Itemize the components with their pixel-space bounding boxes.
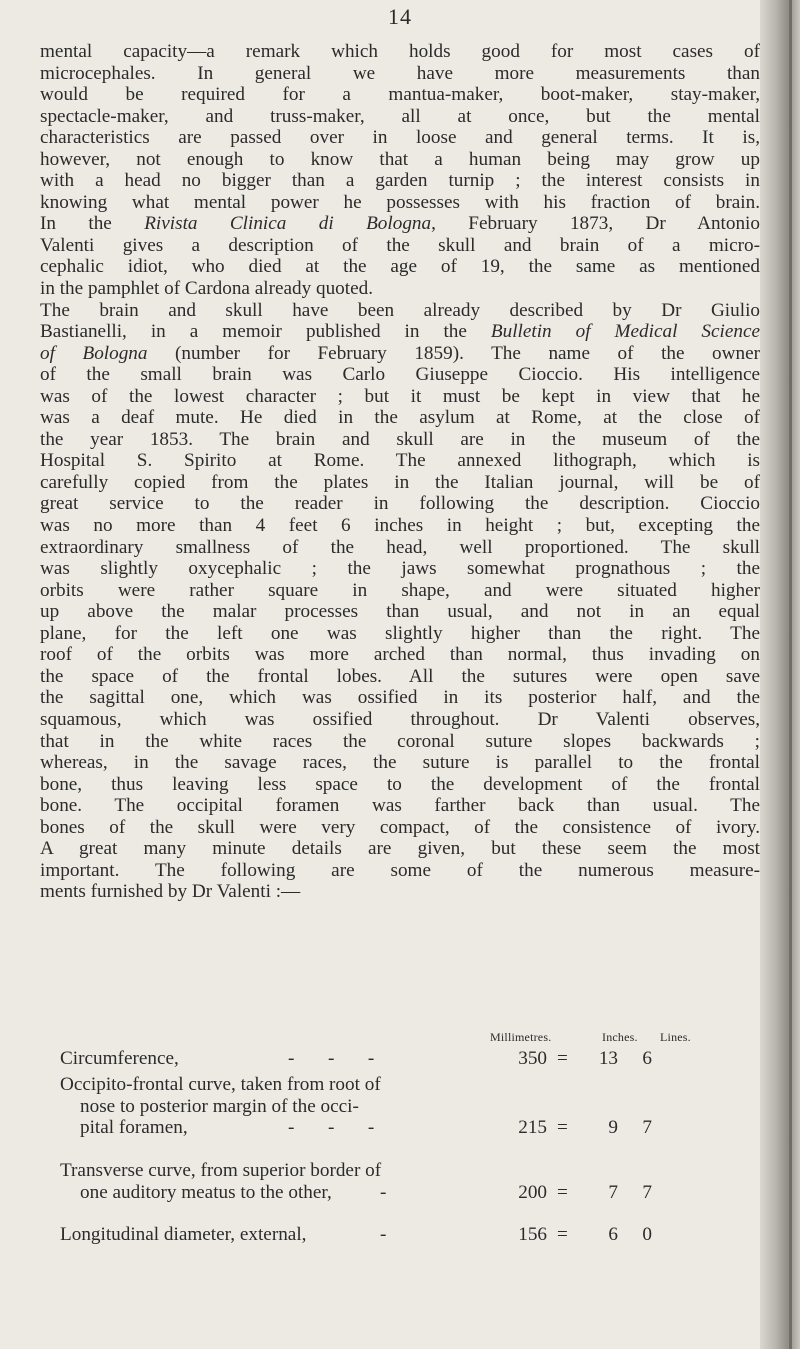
text-line: the year 1853. The brain and skull are in the museum of the — [40, 428, 760, 450]
leader-dashes: - - - — [288, 1048, 375, 1069]
header-inches: Inches. — [602, 1030, 638, 1044]
text-line: important. The following are some of the numerous measure- — [40, 859, 760, 881]
equals-sign: = — [557, 1181, 568, 1203]
text-line: of the small brain was Carlo Giuseppe Cioccio. His intelligence — [40, 364, 760, 386]
inches-value: 13 — [598, 1048, 618, 1069]
text-line: the sagittal one, which was ossified in its posterior half, and the — [40, 687, 760, 709]
equals-sign: = — [557, 1048, 568, 1069]
body-paragraph — [40, 41, 760, 903]
text-line: great service to the reader in following the description. Cioccio — [40, 493, 760, 515]
row-label: Longitudinal diameter, external, — [60, 1224, 307, 1245]
text-line: A great many minute details are given, but these seem the most — [40, 838, 760, 860]
millimetres-value: 156 — [518, 1224, 547, 1245]
text-line: knowing what mental power he possesses with his fraction of brain. — [40, 191, 760, 213]
text-line: in the pamphlet of Cardona already quoted. — [40, 278, 374, 300]
text-line: that in the white races the coronal suture slopes backwards ; — [40, 730, 760, 752]
lines-value: 6 — [642, 1048, 652, 1069]
text-line: however, not enough to know that a human being may grow up — [40, 148, 760, 170]
equals-sign: = — [557, 1224, 568, 1245]
text-line: In the Rivista Clinica di Bologna, February 1873, Dr Antonio — [40, 213, 760, 235]
text-line: bone. The occipital foramen was farther back than usual. The — [40, 795, 760, 817]
lines-value: 7 — [642, 1117, 652, 1138]
text-line: whereas, in the savage races, the suture is parallel to the frontal — [40, 752, 760, 774]
row-label: one auditory meatus to the other, — [80, 1181, 332, 1203]
spine-edge — [789, 0, 792, 1349]
text-line: was of the lowest character ; but it must be kept in view that he — [40, 385, 760, 407]
text-line: of Bologna (number for February 1859). The name of the owner — [40, 342, 761, 364]
text-line: bones of the skull were very compact, of the consistence of ivory. — [40, 816, 760, 838]
text-line: was slightly oxycephalic ; the jaws somewhat prognathous ; the — [40, 558, 760, 580]
page-number: 14 — [388, 4, 412, 29]
text-line: up above the malar processes than usual, and not in an equal — [40, 601, 760, 623]
text-line: spectacle-maker, and truss-maker, all at once, but the mental — [40, 105, 760, 127]
text-line: ments furnished by Dr Valenti :— — [40, 881, 301, 903]
text-line: Valenti gives a description of the skull and brain of a micro- — [40, 234, 760, 256]
millimetres-value: 200 — [518, 1181, 547, 1203]
text-line: roof of the orbits was more arched than normal, thus invading on — [40, 644, 760, 666]
inches-value: 9 — [608, 1117, 618, 1138]
text-line: squamous, which was ossified throughout. Dr Valenti observes, — [40, 708, 760, 730]
header-millimetres: Millimetres. — [490, 1030, 552, 1044]
text-line: the space of the frontal lobes. All the sutures were open save — [40, 665, 760, 687]
text-line: orbits were rather square in shape, and were situated higher — [40, 579, 760, 601]
text-line: would be required for a mantua-maker, boot-maker, stay-maker, — [40, 84, 760, 106]
inches-value: 7 — [608, 1181, 618, 1203]
text-line: characteristics are passed over in loose and general terms. It is, — [40, 127, 760, 149]
text-line: mental capacity—a remark which holds good for most cases of — [40, 41, 760, 62]
text-line: was a deaf mute. He died in the asylum at Rome, at the close of — [40, 407, 760, 429]
book-spine — [760, 0, 800, 1349]
text-line: plane, for the left one was slightly higher than the right. The — [40, 622, 760, 644]
millimetres-value: 215 — [518, 1117, 547, 1138]
row-label: nose to posterior margin of the occi- — [80, 1095, 359, 1117]
row-label: Transverse curve, from superior border of — [60, 1160, 382, 1181]
text-line: Hospital S. Spirito at Rome. The annexed lithograph, which is — [40, 450, 760, 472]
equals-sign: = — [557, 1117, 568, 1138]
leader-dashes: - — [380, 1224, 387, 1245]
text-line: extraordinary smallness of the head, well proportioned. The skull — [40, 536, 760, 558]
text-line: bone, thus leaving less space to the development of the frontal — [40, 773, 760, 795]
text-line: cephalic idiot, who died at the age of 19, the same as mentioned — [40, 256, 760, 278]
lines-value: 7 — [642, 1181, 652, 1203]
lines-value: 0 — [642, 1224, 652, 1245]
leader-dashes: - — [380, 1181, 387, 1203]
row-label: pital foramen, — [80, 1117, 188, 1138]
text-line: with a head no bigger than a garden turnip ; the interest consists in — [40, 170, 760, 192]
millimetres-value: 350 — [518, 1048, 547, 1069]
text-line: was no more than 4 feet 6 inches in height ; but, excepting the — [40, 515, 760, 537]
leader-dashes: - - - — [288, 1117, 375, 1138]
text-line: Bastianelli, in a memoir published in the Bulletin of Medical Science — [40, 321, 760, 343]
inches-value: 6 — [608, 1224, 618, 1245]
text-line: microcephales. In general we have more measurements than — [40, 62, 760, 84]
row-label: Circumference, — [60, 1048, 179, 1069]
text-line: The brain and skull have been already described by Dr Giulio — [40, 299, 760, 321]
header-lines: Lines. — [660, 1030, 691, 1044]
text-line: carefully copied from the plates in the Italian journal, will be of — [40, 471, 760, 493]
row-label: Occipito-frontal curve, taken from root of — [60, 1074, 381, 1095]
